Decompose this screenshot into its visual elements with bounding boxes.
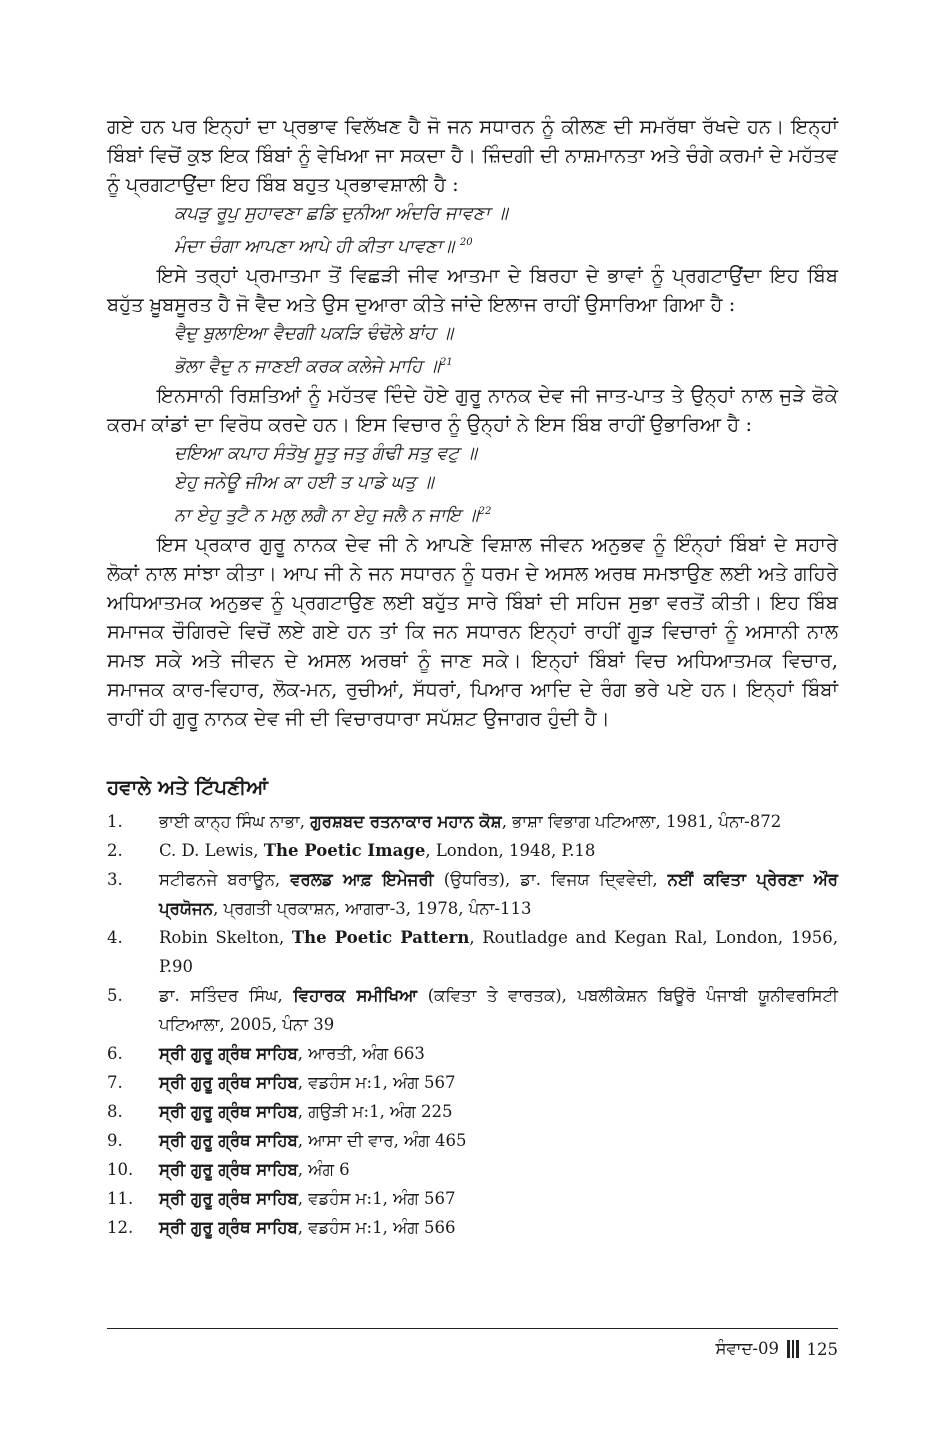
reference-item <box>107 1097 838 1126</box>
reference-text: ਸ੍ਰੀ ਗੁਰੂ ਗ੍ਰੰਥ ਸਾਹਿਬ, ਵਡਹੰਸ ਮ:1, ਅੰਗ 566 <box>159 1218 456 1237</box>
body-paragraph: ਇਸੇ ਤਰ੍ਹਾਂ ਪ੍ਰਮਾਤਮਾ ਤੋਂ ਵਿਛੜੀ ਜੀਵ ਆਤਮਾ ਦੇ ਬਿਰਹਾ ਦੇ ਭਾਵਾਂ ਨੂੰ ਪ੍ਰਗਟਾਉਂਦਾ ਇਹ ਬਿੰਬ ਬਹੁੱਤ ਖ਼ੂਬਸੂਰਤ ਹੈ ਜੋ ਵੈਦ ਅਤੇ ਉਸ ਦੁਆਰਾ ਕੀਤੇ ਜਾਂਦੇ ਇਲਾਜ ਰਾਹੀਂ ਉਸਾਰਿਆ ਗਿਆ ਹੈ : <box>107 264 838 316</box>
reference-item <box>107 1213 838 1242</box>
reference-number: 8. <box>107 1102 123 1121</box>
verse-line: ਮੰਦਾ ਚੰਗਾ ਆਪਣਾ ਆਪੇ ਹੀ ਕੀਤਾ ਪਾਵਣਾ॥ $^{20}$ <box>174 236 473 257</box>
reference-item <box>107 1155 838 1184</box>
reference-item <box>107 981 838 1039</box>
reference-item <box>107 865 838 923</box>
reference-number: 7. <box>107 1073 123 1092</box>
reference-text: ਡਾ. ਸਤਿੰਦਰ ਸਿੰਘ, ਵਿਹਾਰਕ ਸਮੀਖਿਆ (ਕਵਿਤਾ ਤੇ ਵਾਰਤਕ), ਪਬਲੀਕੇਸ਼ਨ ਬਿਊਰੋ ਪੰਜਾਬੀ ਯੂਨੀਵਰਸਿਟੀ ਪਟਿਆਲਾ, 2005, ਪੰਨਾ 39 <box>159 986 839 1034</box>
verse-line: ਭੋਲਾ ਵੈਦੁ ਨ ਜਾਣਈ ਕਰਕ ਕਲੇਜੇ ਮਾਹਿ ॥$^{21}$ <box>174 356 453 377</box>
reference-number: 2. <box>107 841 123 860</box>
page-footer <box>715 1339 838 1359</box>
footnote-ref: 20 <box>459 237 473 248</box>
reference-text: ਸ੍ਰੀ ਗੁਰੂ ਗ੍ਰੰਥ ਸਾਹਿਬ, ਗਉੜੀ ਮ:1, ਅੰਗ 225 <box>159 1102 453 1121</box>
verse-line: ਏਹੁ ਜਨੇਊ ਜੀਅ ਕਾ ਹਈ ਤ ਪਾਡੇ ਘਤੁ ॥ <box>174 472 434 493</box>
reference-number: 4. <box>107 928 123 947</box>
reference-item <box>107 923 838 981</box>
footnote-ref: 22 <box>478 506 492 517</box>
reference-item <box>107 836 838 865</box>
reference-text: ਸ੍ਰੀ ਗੁਰੂ ਗ੍ਰੰਥ ਸਾਹਿਬ, ਆਰਤੀ, ਅੰਗ 663 <box>159 1044 425 1063</box>
reference-item <box>107 1039 838 1068</box>
reference-number: 5. <box>107 986 123 1005</box>
verse-line: ਕਪੜੁ ਰੂਪੁ ਸੁਹਾਵਣਾ ਛਡਿ ਦੁਨੀਆ ਅੰਦਰਿ ਜਾਵਣਾ ॥ <box>174 203 508 224</box>
reference-number: 3. <box>107 870 123 889</box>
references-heading: ਹਵਾਲੇ ਅਤੇ ਟਿੱਪਣੀਆਂ <box>107 775 268 799</box>
references-list <box>107 807 838 1242</box>
verse-line: ਦਇਆ ਕਪਾਹ ਸੰਤੋਖੁ ਸੂਤੁ ਜਤੁ ਗੰਢੀ ਸਤੁ ਵਟੁ ॥ <box>174 443 477 464</box>
reference-number: 11. <box>107 1189 134 1208</box>
reference-text: ਭਾਈ ਕਾਨ੍ਹ ਸਿੰਘ ਨਾਭਾ, ਗੁਰਸ਼ਬਦ ਰਤਨਾਕਾਰ ਮਹਾਨ ਕੋਸ਼, ਭਾਸ਼ਾ ਵਿਭਾਗ ਪਟਿਆਲਾ, 1981, ਪੰਨਾ-872 <box>159 812 782 831</box>
page-number: 125 <box>806 1339 838 1359</box>
reference-text: C. D. Lewis, The Poetic Image, London, 1948, P.18 <box>159 841 596 860</box>
footer-rule <box>107 1328 838 1329</box>
reference-text: ਸਟੀਫਨਜੇ ਬਰਾਊਨ, ਵਰਲਡ ਆਫ਼ ਇਮੇਜਰੀ (ਉਧਰਿਤ), ਡਾ. ਵਿਜਯ ਦ੍ਵਿਵੇਦੀ, ਨਈਂ ਕਵਿਤਾ ਪ੍ਰੇਰਣਾ ਔਰ ਪ੍ਰਯੋਜਨ, ਪ੍ਰਗਤੀ ਪ੍ਰਕਾਸ਼ਨ, ਆਗਰਾ-3, 1978, ਪੰਨਾ-113 <box>159 870 838 918</box>
reference-item <box>107 807 838 836</box>
verse-line: ਨਾ ਏਹੁ ਤੁਟੈ ਨ ਮਲੁ ਲਗੈ ਨਾ ਏਹੁ ਜਲੈ ਨ ਜਾਇ ॥$^{22}$ <box>174 505 492 526</box>
page-body <box>107 112 838 1242</box>
footnote-ref: 21 <box>440 357 453 368</box>
reference-number: 1. <box>107 812 123 831</box>
reference-text: ਸ੍ਰੀ ਗੁਰੂ ਗ੍ਰੰਥ ਸਾਹਿਬ, ਆਸਾ ਦੀ ਵਾਰ, ਅੰਗ 465 <box>159 1131 467 1150</box>
reference-text: ਸ੍ਰੀ ਗੁਰੂ ਗ੍ਰੰਥ ਸਾਹਿਬ, ਅੰਗ 6 <box>159 1160 350 1179</box>
reference-number: 6. <box>107 1044 123 1063</box>
reference-item <box>107 1184 838 1213</box>
reference-number: 10. <box>107 1160 134 1179</box>
journal-name: ਸੰਵਾਦ-09 <box>715 1339 779 1358</box>
body-paragraph: ਗਏ ਹਨ ਪਰ ਇਨ੍ਹਾਂ ਦਾ ਪ੍ਰਭਾਵ ਵਿਲੱਖਣ ਹੈ ਜੋ ਜਨ ਸਧਾਰਨ ਨੂੰ ਕੀਲਣ ਦੀ ਸਮਰੱਥਾ ਰੱਖਦੇ ਹਨ। ਇਨ੍ਹਾਂ ਬਿੰਬਾਂ ਵਿਚੋਂ ਕੁਝ ਇਕ ਬਿੰਬਾਂ ਨੂੰ ਵੇਖਿਆ ਜਾ ਸਕਦਾ ਹੈ। ਜ਼ਿੰਦਗੀ ਦੀ ਨਾਸ਼ਮਾਨਤਾ ਅਤੇ ਚੰਗੇ ਕਰਮਾਂ ਦੇ ਮਹੱਤਵ ਨੂੰ ਪ੍ਰਗਟਾਉਂਦਾ ਇਹ ਬਿੰਬ ਬਹੁਤ ਪ੍ਰਭਾਵਸ਼ਾਲੀ ਹੈ : <box>107 115 838 196</box>
reference-number: 9. <box>107 1131 123 1150</box>
reference-item <box>107 1068 838 1097</box>
reference-item <box>107 1126 838 1155</box>
reference-text: ਸ੍ਰੀ ਗੁਰੂ ਗ੍ਰੰਥ ਸਾਹਿਬ, ਵਡਹੰਸ ਮ:1, ਅੰਗ 567 <box>159 1189 456 1208</box>
verse-line: ਵੈਦੁ ਬੁਲਾਇਆ ਵੈਦਗੀ ਪਕੜਿ ਢੰਢੋਲੇ ਬਾਂਹ ॥ <box>174 323 454 344</box>
reference-text: Robin Skelton, The Poetic Pattern, Routladge and Kegan Ral, London, 1956, P.90 <box>159 928 838 976</box>
reference-text: ਸ੍ਰੀ ਗੁਰੂ ਗ੍ਰੰਥ ਸਾਹਿਬ, ਵਡਹੰਸ ਮ:1, ਅੰਗ 567 <box>159 1073 456 1092</box>
reference-number: 12. <box>107 1218 134 1237</box>
divider-bars-icon <box>787 1340 799 1358</box>
body-paragraph: ਇਨਸਾਨੀ ਰਿਸ਼ਤਿਆਂ ਨੂੰ ਮਹੱਤਵ ਦਿੰਦੇ ਹੋਏ ਗੁਰੂ ਨਾਨਕ ਦੇਵ ਜੀ ਜਾਤ-ਪਾਤ ਤੇ ਉਨ੍ਹਾਂ ਨਾਲ ਜੁੜੇ ਫੋਕੇ ਕਰਮ ਕਾਂਡਾਂ ਦਾ ਵਿਰੋਧ ਕਰਦੇ ਹਨ। ਇਸ ਵਿਚਾਰ ਨੂੰ ਉਨ੍ਹਾਂ ਨੇ ਇਸ ਬਿੰਬ ਰਾਹੀਂ ਉਭਾਰਿਆ ਹੈ : <box>107 384 838 436</box>
body-paragraph: ਇਸ ਪ੍ਰਕਾਰ ਗੁਰੂ ਨਾਨਕ ਦੇਵ ਜੀ ਨੇ ਆਪਣੇ ਵਿਸ਼ਾਲ ਜੀਵਨ ਅਨੁਭਵ ਨੂੰ ਇੰਨ੍ਹਾਂ ਬਿੰਬਾਂ ਦੇ ਸਹਾਰੇ ਲੋਕਾਂ ਨਾਲ ਸਾਂਝਾ ਕੀਤਾ। ਆਪ ਜੀ ਨੇ ਜਨ ਸਧਾਰਨ ਨੂੰ ਧਰਮ ਦੇ ਅਸਲ ਅਰਥ ਸਮਝਾਉਣ ਲਈ ਅਤੇ ਗਹਿਰੇ ਅਧਿਆਤਮਕ ਅਨੁਭਵ ਨੂੰ ਪ੍ਰਗਟਾਉਣ ਲਈ ਬਹੁੱਤ ਸਾਰੇ ਬਿੰਬਾਂ ਦੀ ਸਹਿਜ ਸੁਭਾ ਵਰਤੋਂ ਕੀਤੀ। ਇਹ ਬਿੰਬ ਸਮਾਜਕ ਚੌਗਿਰਦੇ ਵਿਚੋਂ ਲਏ ਗਏ ਹਨ ਤਾਂ ਕਿ ਜਨ ਸਧਾਰਨ ਇਨ੍ਹਾਂ ਰਾਹੀਂ ਗੂੜ ਵਿਚਾਰਾਂ ਨੂੰ ਅਸਾਨੀ ਨਾਲ ਸਮਝ ਸਕੇ ਅਤੇ ਜੀਵਨ ਦੇ ਅਸਲ ਅਰਥਾਂ ਨੂੰ ਜਾਣ ਸਕੇ। ਇਨ੍ਹਾਂ ਬਿੰਬਾਂ ਵਿਚ ਅਧਿਆਤਮਕ ਵਿਚਾਰ, ਸਮਾਜਕ ਕਾਰ-ਵਿਹਾਰ, ਲੋਕ-ਮਨ, ਰੁਚੀਆਂ, ਸੱਧਰਾਂ, ਪਿਆਰ ਆਦਿ ਦੇ ਰੰਗ ਭਰੇ ਪਏ ਹਨ। ਇਨ੍ਹਾਂ ਬਿੰਬਾਂ ਰਾਹੀਂ ਹੀ ਗੁਰੂ ਨਾਨਕ ਦੇਵ ਜੀ ਦੀ ਵਿਚਾਰਧਾਰਾ ਸਪੱਸ਼ਟ ਉਜਾਗਰ ਹੁੰਦੀ ਹੈ। <box>107 533 838 730</box>
